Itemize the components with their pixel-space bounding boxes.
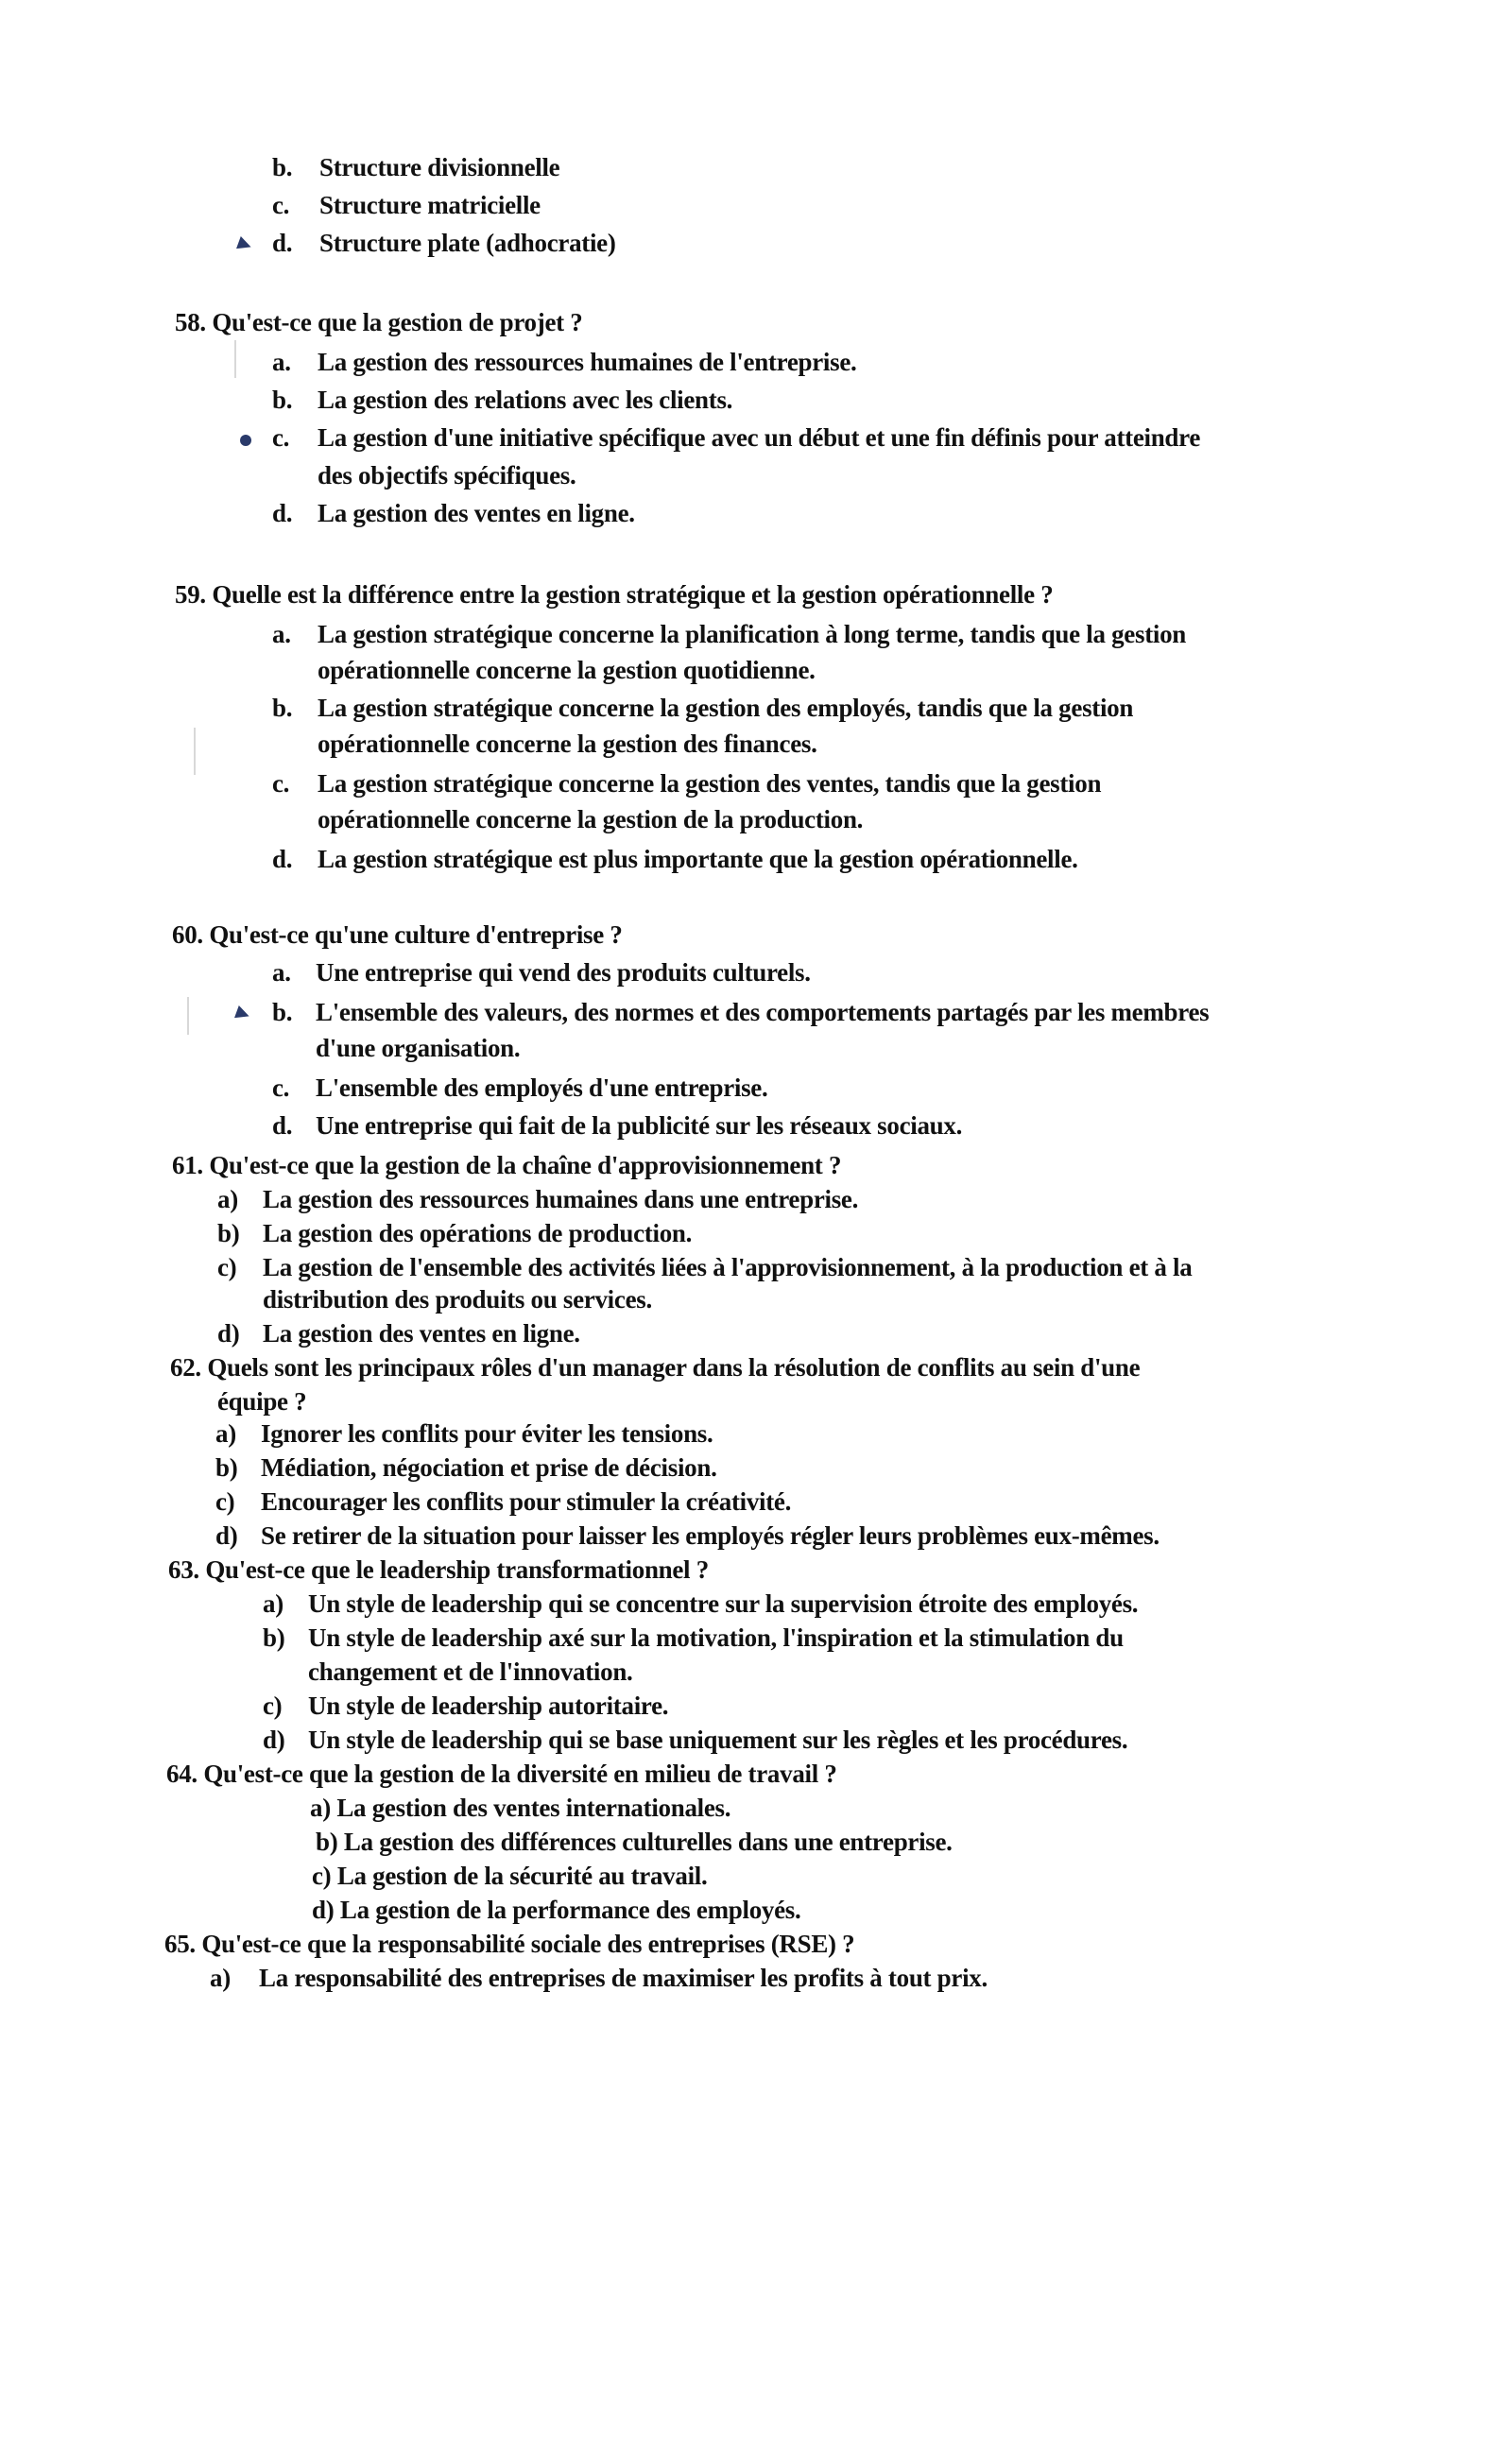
question-65: [164, 1928, 854, 1960]
scan-artifact: [187, 997, 189, 1035]
option-letter: d.: [272, 845, 293, 873]
question-number: 65.: [164, 1930, 196, 1958]
question-62-continued: [217, 1385, 306, 1417]
option-text: Un style de leadership axé sur la motivation, l'inspiration et la stimulation du: [308, 1623, 1124, 1652]
option-letter: d): [217, 1319, 240, 1348]
option-letter: c.: [272, 769, 290, 798]
option-letter: b.: [272, 998, 293, 1026]
option-text: La gestion d'une initiative spécifique avec un début et une fin définis pour atteindre: [318, 423, 1201, 452]
question-number: 58.: [175, 308, 206, 336]
option-text: Structure matricielle: [319, 191, 541, 219]
option-text: La gestion des ressources humaines de l'entreprise.: [318, 348, 857, 376]
option-letter: c.: [272, 191, 290, 219]
question-62: [170, 1351, 1140, 1383]
option-text: La gestion des relations avec les clients.: [318, 386, 733, 414]
question-number: 59.: [175, 580, 206, 609]
option-letter: c.: [272, 1073, 290, 1102]
question-60: [172, 919, 623, 951]
option-text: Une entreprise qui fait de la publicité sur les réseaux sociaux.: [316, 1111, 963, 1140]
answer-marker-icon: [240, 435, 251, 446]
option-letter: c.: [272, 423, 290, 452]
option-letter: a): [210, 1964, 231, 1992]
scan-artifact: [194, 728, 196, 775]
option-letter: a.: [272, 348, 291, 376]
option-text: b) La gestion des différences culturelles dans une entreprise.: [316, 1828, 953, 1856]
option-letter: a.: [272, 958, 291, 987]
option-letter: a): [217, 1185, 238, 1213]
option-text: La gestion stratégique est plus importante que la gestion opérationnelle.: [318, 845, 1078, 873]
option-text: Médiation, négociation et prise de décision.: [261, 1453, 717, 1482]
option-text: La gestion stratégique concerne la gestion des employés, tandis que la gestion: [318, 694, 1134, 722]
option-text: Structure divisionnelle: [319, 153, 560, 181]
answer-marker-icon: [234, 1005, 251, 1022]
option-text: L'ensemble des employés d'une entreprise.: [316, 1073, 768, 1102]
question-text: Qu'est-ce qu'une culture d'entreprise ?: [209, 920, 623, 949]
question-number: 64.: [166, 1760, 198, 1788]
option-text: La gestion stratégique concerne la planification à long terme, tandis que la gestion: [318, 620, 1187, 648]
option-text: Un style de leadership qui se base uniquement sur les règles et les procédures.: [308, 1726, 1128, 1754]
option-64-a: [310, 1792, 730, 1824]
option-text: Une entreprise qui vend des produits culturels.: [316, 958, 811, 987]
option-text: Un style de leadership qui se concentre sur la supervision étroite des employés.: [308, 1589, 1139, 1618]
option-letter: b): [215, 1453, 238, 1482]
question-text-continued: équipe ?: [217, 1387, 307, 1416]
option-letter: a.: [272, 620, 291, 648]
option-text-continued: d'une organisation.: [316, 1034, 521, 1062]
option-text: La gestion de l'ensemble des activités liées à l'approvisionnement, à la production et à la: [263, 1253, 1193, 1281]
question-number: 62.: [170, 1353, 201, 1382]
option-text-continued: opérationnelle concerne la gestion des finances.: [318, 730, 817, 758]
option-text: La gestion des ressources humaines dans une entreprise.: [263, 1185, 859, 1213]
option-text-continued: distribution des produits ou services.: [263, 1285, 652, 1314]
option-letter: d): [263, 1726, 285, 1754]
question-text: Qu'est-ce que le leadership transformationnel ?: [205, 1555, 709, 1584]
option-text-continued: opérationnelle concerne la gestion quotidienne.: [318, 656, 816, 684]
question-58: [175, 306, 582, 338]
option-letter: b): [217, 1219, 240, 1247]
option-letter: b.: [272, 694, 293, 722]
option-letter: d.: [272, 1111, 293, 1140]
option-text: Encourager les conflits pour stimuler la créativité.: [261, 1487, 792, 1516]
option-text: La gestion des opérations de production.: [263, 1219, 693, 1247]
option-64-d: [312, 1894, 800, 1926]
question-63: [168, 1554, 709, 1586]
answer-marker-icon: [236, 236, 253, 253]
option-text-continued: changement et de l'innovation.: [308, 1657, 633, 1686]
option-letter: a): [263, 1589, 284, 1618]
option-text: d) La gestion de la performance des employés.: [312, 1896, 801, 1924]
option-text-continued: des objectifs spécifiques.: [318, 461, 576, 489]
option-64-b: [316, 1826, 953, 1858]
option-text: La responsabilité des entreprises de maximiser les profits à tout prix.: [259, 1964, 988, 1992]
question-text: Quelle est la différence entre la gestion stratégique et la gestion opérationnelle ?: [212, 580, 1054, 609]
scan-artifact: [234, 340, 236, 378]
option-text: c) La gestion de la sécurité au travail.: [312, 1862, 708, 1890]
option-text: La gestion stratégique concerne la gestion des ventes, tandis que la gestion: [318, 769, 1102, 798]
option-text: L'ensemble des valeurs, des normes et des comportements partagés par les membres: [316, 998, 1210, 1026]
option-letter: d): [215, 1521, 238, 1550]
option-text: Un style de leadership autoritaire.: [308, 1692, 669, 1720]
option-64-c: [312, 1860, 707, 1892]
option-text: Ignorer les conflits pour éviter les tensions.: [261, 1419, 713, 1448]
option-letter: d.: [272, 499, 293, 527]
option-letter: a): [215, 1419, 236, 1448]
option-letter: c): [217, 1253, 237, 1281]
question-text: Qu'est-ce que la responsabilité sociale des entreprises (RSE) ?: [201, 1930, 855, 1958]
option-text: Se retirer de la situation pour laisser les employés régler leurs problèmes eux-mêmes.: [261, 1521, 1160, 1550]
option-letter: d.: [272, 229, 293, 257]
option-text: La gestion des ventes en ligne.: [263, 1319, 580, 1348]
option-text: Structure plate (adhocratie): [319, 229, 616, 257]
question-text: Qu'est-ce que la gestion de la chaîne d'approvisionnement ?: [209, 1151, 842, 1179]
option-letter: b.: [272, 386, 293, 414]
question-text: Qu'est-ce que la gestion de projet ?: [212, 308, 583, 336]
question-64: [166, 1758, 837, 1790]
option-text: La gestion des ventes en ligne.: [318, 499, 635, 527]
option-text: a) La gestion des ventes internationales.: [310, 1794, 731, 1822]
question-text: Quels sont les principaux rôles d'un manager dans la résolution de conflits au sein d'une: [207, 1353, 1141, 1382]
question-number: 63.: [168, 1555, 199, 1584]
question-number: 60.: [172, 920, 203, 949]
question-61: [172, 1149, 841, 1181]
option-text-continued: opérationnelle concerne la gestion de la production.: [318, 805, 864, 833]
question-number: 61.: [172, 1151, 203, 1179]
option-letter: c): [215, 1487, 235, 1516]
option-letter: b.: [272, 153, 293, 181]
option-letter: b): [263, 1623, 285, 1652]
option-letter: c): [263, 1692, 283, 1720]
question-text: Qu'est-ce que la gestion de la diversité en milieu de travail ?: [203, 1760, 837, 1788]
question-59: [175, 578, 1053, 610]
